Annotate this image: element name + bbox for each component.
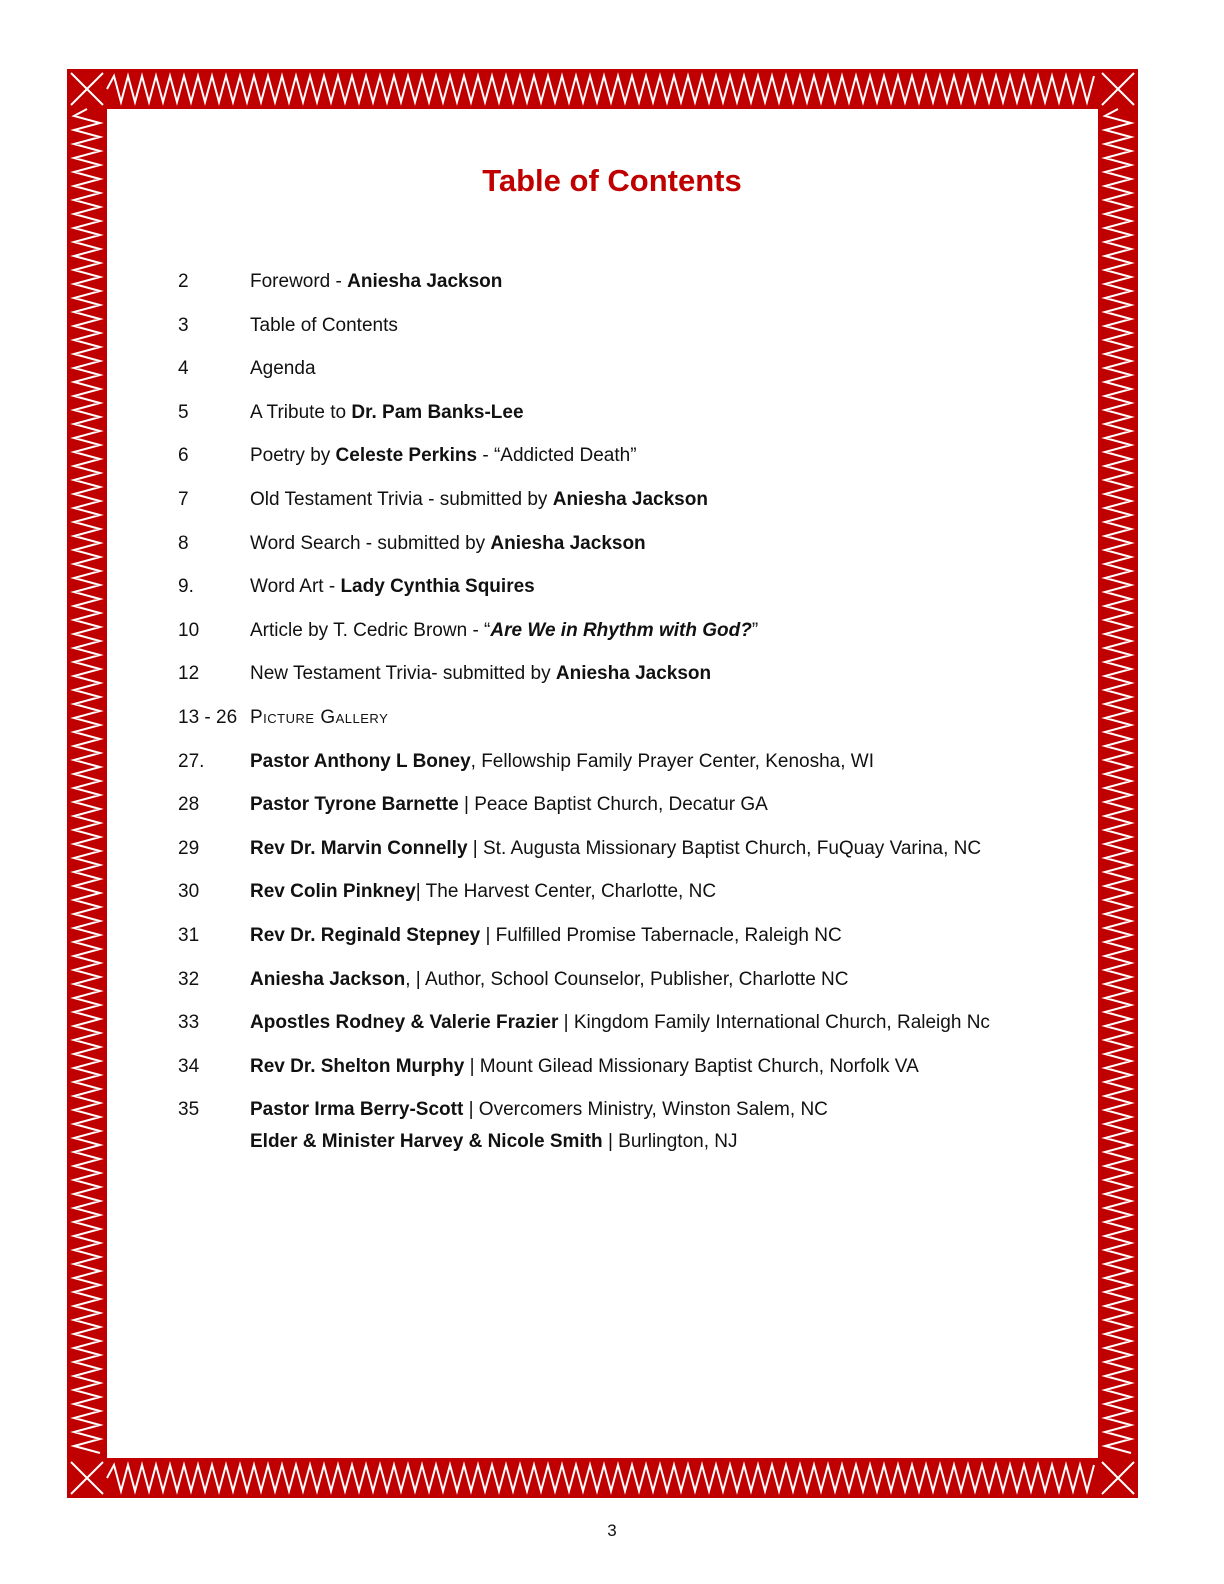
toc-entry-emphasis: Are We in Rhythm with God? bbox=[490, 619, 752, 641]
toc-row bbox=[178, 266, 1058, 298]
toc-entry-emphasis: Rev Dr. Reginald Stepney bbox=[250, 924, 481, 946]
toc-row bbox=[178, 876, 1058, 908]
toc-entry-line bbox=[250, 702, 1058, 734]
toc-entry-text: , | Author, School Counselor, Publisher, Charlotte NC bbox=[405, 968, 849, 990]
toc-entry-emphasis: Dr. Pam Banks-Lee bbox=[351, 401, 524, 423]
toc-entry-line bbox=[250, 876, 1058, 908]
toc-entry-line bbox=[250, 484, 1058, 516]
toc-row bbox=[178, 658, 1058, 690]
toc-entry-text: Agenda bbox=[250, 358, 316, 380]
toc-entry-emphasis: Rev Dr. Shelton Murphy bbox=[250, 1055, 465, 1077]
toc-page-number: 5 bbox=[178, 401, 189, 423]
toc-row bbox=[178, 1007, 1058, 1039]
toc-entry bbox=[250, 920, 1058, 952]
toc-entry-emphasis: Aniesha Jackson bbox=[250, 968, 406, 990]
toc-entry-line bbox=[250, 1094, 1058, 1126]
toc-page-number: 10 bbox=[178, 619, 200, 641]
toc-entry-emphasis: Pastor Irma Berry-Scott bbox=[250, 1099, 464, 1121]
toc-row bbox=[178, 484, 1058, 516]
toc-entry-line bbox=[250, 789, 1058, 821]
toc-entry-text: Poetry by bbox=[250, 445, 336, 467]
toc-row bbox=[178, 440, 1058, 472]
toc-entry-line bbox=[250, 920, 1058, 952]
toc-entry bbox=[250, 310, 1058, 342]
toc-entry-line bbox=[250, 310, 1058, 342]
toc-row bbox=[178, 964, 1058, 996]
toc-entry bbox=[250, 789, 1058, 821]
toc-entry-line bbox=[250, 833, 1058, 865]
table-of-contents bbox=[178, 266, 1058, 1170]
page-title: Table of Contents bbox=[482, 163, 742, 198]
toc-page-number: 2 bbox=[178, 271, 189, 292]
toc-entry-line bbox=[250, 746, 1058, 778]
toc-entry-emphasis: Aniesha Jackson bbox=[347, 271, 503, 292]
toc-entry-line bbox=[250, 397, 1058, 429]
toc-entry-text: Old Testament Trivia - submitted by bbox=[250, 488, 553, 510]
toc-entry-emphasis: Rev Colin Pinkney bbox=[250, 881, 416, 903]
toc-row bbox=[178, 1094, 1058, 1158]
toc-entry-emphasis: Aniesha Jackson bbox=[555, 663, 712, 685]
toc-entry bbox=[250, 440, 1058, 472]
toc-entry bbox=[250, 528, 1058, 560]
toc-entry bbox=[250, 876, 1058, 908]
toc-row bbox=[178, 702, 1058, 734]
toc-entry bbox=[250, 484, 1058, 516]
toc-entry bbox=[250, 571, 1058, 603]
toc-entry-text: ” bbox=[751, 619, 759, 641]
toc-page-number: 13 - 26 bbox=[178, 706, 238, 728]
toc-row bbox=[178, 1051, 1058, 1083]
toc-entry-text: - “Addicted Death” bbox=[477, 445, 637, 467]
toc-row bbox=[178, 746, 1058, 778]
toc-entry-line bbox=[250, 1051, 1058, 1083]
toc-entry bbox=[250, 833, 1058, 865]
toc-row bbox=[178, 615, 1058, 647]
toc-entry-line bbox=[250, 658, 1058, 690]
toc-entry-line bbox=[250, 353, 1058, 385]
toc-entry-emphasis: Celeste Perkins bbox=[335, 445, 478, 467]
toc-entry-emphasis: Aniesha Jackson bbox=[490, 532, 646, 554]
toc-row bbox=[178, 310, 1058, 342]
toc-page-number: 9. bbox=[178, 576, 194, 598]
toc-entry bbox=[250, 266, 1058, 298]
toc-entry-text: | Overcomers Ministry, Winston Salem, NC bbox=[463, 1099, 828, 1121]
toc-page-number: 8 bbox=[178, 532, 189, 554]
toc-row bbox=[178, 528, 1058, 560]
toc-entry-text: Table of Contents bbox=[250, 314, 398, 336]
toc-entry-line bbox=[250, 615, 1058, 647]
toc-entry-line bbox=[250, 266, 1058, 298]
toc-page-number: 4 bbox=[178, 358, 189, 380]
toc-entry-text: | Fulfilled Promise Tabernacle, Raleigh NC bbox=[480, 924, 842, 946]
toc-entry-text: | Kingdom Family International Church, Raleigh Nc bbox=[558, 1012, 990, 1034]
toc-entry-line bbox=[250, 440, 1058, 472]
toc-row bbox=[178, 571, 1058, 603]
page-number: 3 bbox=[607, 1521, 617, 1540]
toc-entry-text: Word Search - submitted by bbox=[250, 532, 491, 554]
toc-page-number: 33 bbox=[178, 1012, 200, 1034]
toc-entry-text: Article by T. Cedric Brown - “ bbox=[250, 619, 491, 641]
toc-entry-line bbox=[250, 1007, 1058, 1039]
toc-row bbox=[178, 789, 1058, 821]
toc-entry-emphasis: Picture Gallery bbox=[250, 706, 389, 728]
toc-page-number: 31 bbox=[178, 924, 200, 946]
toc-entry-emphasis: Rev Dr. Marvin Connelly bbox=[250, 837, 468, 859]
toc-entry bbox=[250, 702, 1058, 734]
toc-entry-text: | Peace Baptist Church, Decatur GA bbox=[458, 794, 768, 816]
toc-row bbox=[178, 353, 1058, 385]
toc-entry-text: Word Art - bbox=[250, 576, 341, 598]
toc-row bbox=[178, 920, 1058, 952]
toc-page-number: 7 bbox=[178, 488, 189, 510]
toc-page-number: 29 bbox=[178, 837, 200, 859]
toc-entry-emphasis: Aniesha Jackson bbox=[552, 488, 708, 510]
toc-page-number: 34 bbox=[178, 1055, 200, 1077]
toc-entry-text: A Tribute to bbox=[250, 401, 352, 423]
toc-page-number: 35 bbox=[178, 1099, 200, 1121]
toc-entry bbox=[250, 1094, 1058, 1158]
toc-entry-text: | Burlington, NJ bbox=[602, 1131, 738, 1153]
toc-entry bbox=[250, 658, 1058, 690]
toc-entry-line bbox=[250, 964, 1058, 996]
toc-entry bbox=[250, 353, 1058, 385]
toc-entry-text: | Mount Gilead Missionary Baptist Church, Norfolk VA bbox=[464, 1055, 919, 1077]
toc-entry-emphasis: Elder & Minister Harvey & Nicole Smith bbox=[250, 1131, 603, 1153]
toc-row bbox=[178, 833, 1058, 865]
toc-entry-emphasis: Lady Cynthia Squires bbox=[340, 576, 535, 598]
toc-entry bbox=[250, 397, 1058, 429]
toc-entry-emphasis: Pastor Tyrone Barnette bbox=[250, 794, 459, 816]
toc-page-number: 6 bbox=[178, 445, 189, 467]
toc-entry bbox=[250, 746, 1058, 778]
toc-entry-text: , Fellowship Family Prayer Center, Kenosha, WI bbox=[470, 750, 875, 772]
toc-entry-text: | The Harvest Center, Charlotte, NC bbox=[415, 881, 717, 903]
toc-entry bbox=[250, 964, 1058, 996]
toc-entry-text: | St. Augusta Missionary Baptist Church, FuQuay Varina, NC bbox=[467, 837, 982, 859]
toc-page-number: 27. bbox=[178, 750, 205, 772]
toc-page-number: 30 bbox=[178, 881, 200, 903]
toc-entry-emphasis: Pastor Anthony L Boney bbox=[250, 750, 471, 772]
toc-entry-emphasis: Apostles Rodney & Valerie Frazier bbox=[250, 1012, 559, 1034]
toc-entry-line bbox=[250, 528, 1058, 560]
toc-entry-line bbox=[250, 1126, 1058, 1158]
toc-page-number: 3 bbox=[178, 314, 189, 336]
toc-page-number: 28 bbox=[178, 794, 200, 816]
toc-entry-text: Foreword - bbox=[250, 271, 348, 292]
toc-row bbox=[178, 397, 1058, 429]
toc-entry bbox=[250, 615, 1058, 647]
toc-entry bbox=[250, 1051, 1058, 1083]
toc-page-number: 32 bbox=[178, 968, 200, 990]
toc-page-number: 12 bbox=[178, 663, 200, 685]
toc-entry bbox=[250, 1007, 1058, 1039]
toc-entry-line bbox=[250, 571, 1058, 603]
toc-entry-text: New Testament Trivia- submitted by bbox=[250, 663, 556, 685]
